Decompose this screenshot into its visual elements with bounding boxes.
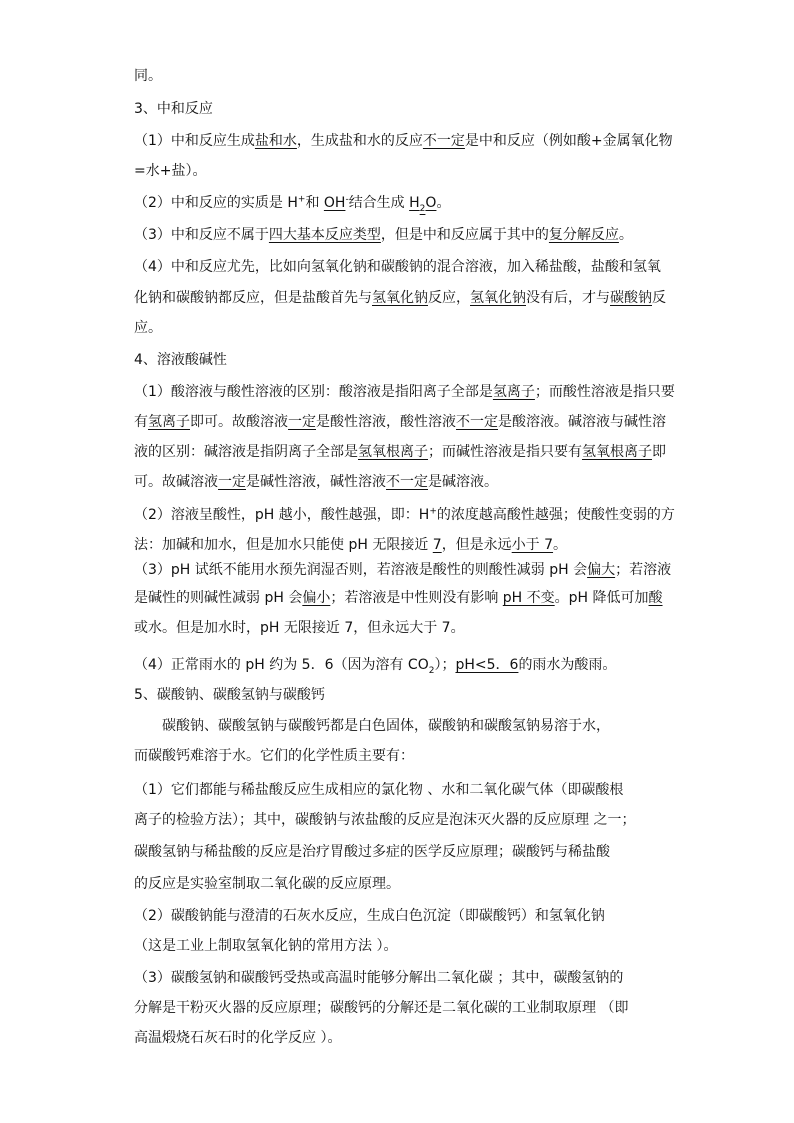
paragraph-5-intro-cont: 而碳酸钙难溶于水。它们的化学性质主要有：: [134, 748, 414, 764]
paragraph-4-2: （2）溶液呈酸性，pH 越小，酸性越强，即：H+的浓度越高酸性越强；使酸性变弱的方: [134, 506, 675, 523]
text-line: 同。: [134, 68, 162, 84]
paragraph-4-3-line2: 是碱性的则碱性减弱 pH 会偏小；若溶液是中性则没有影响 pH 不变。pH 降低可加酸: [134, 590, 663, 606]
paragraph-4-1-line2: 有氢离子即可。故酸溶液一定是酸性溶液，酸性溶液不一定是酸溶液。碱溶液与碱性溶: [134, 414, 666, 430]
paragraph-5-3-line2: 分解是干粉灭火器的反应原理；碳酸钙的分解还是二氧化碳的工业制取原理 （即: [134, 1000, 629, 1016]
paragraph-3-2: （2）中和反应的实质是 H+和 OH-结合生成 $H_2O$。: [134, 194, 451, 214]
paragraph-4-2-cont: 法：加碱和加水，但是加水只能使 pH 无限接近 7，但是永远小于 7。: [134, 537, 568, 553]
paragraph-3-4-cont: 化钠和碳酸钠都反应，但是盐酸首先与氢氧化钠反应，氢氧化钠没有后，才与碳酸钠反: [134, 290, 666, 306]
paragraph-3-3: （3）中和反应不属于四大基本反应类型，但是中和反应属于其中的复分解反应。: [134, 227, 633, 243]
paragraph-4-1-line3: 液的区别：碱溶液是指阴离子全部是氢氧根离子；而碱性溶液是指只要有氢氧根离子即: [134, 444, 666, 460]
section-heading-3: 3、中和反应: [134, 101, 213, 117]
paragraph-5-1: （1）它们都能与稀盐酸反应生成相应的氯化物 、水和二氧化碳气体（即碳酸根: [134, 782, 624, 798]
paragraph-4-4: （4）正常雨水的 pH 约为 5．6（因为溶有 $CO_2$）；pH<5．6的雨水为酸雨。: [134, 657, 617, 676]
paragraph-5-2-cont: （这是工业上制取氢氧化钠的常用方法 ）。: [134, 938, 398, 954]
paragraph-5-3: （3）碳酸氢钠和碳酸钙受热或高温时能够分解出二氧化碳 ；其中，碳酸氢钠的: [134, 970, 624, 986]
paragraph-4-3: （3）pH 试纸不能用水预先润湿否则，若溶液是酸性的则酸性减弱 pH 会偏大；若溶液: [134, 562, 672, 578]
paragraph-3-1-cont: =水+盐）。: [134, 163, 207, 179]
section-heading-4: 4、溶液酸碱性: [134, 352, 227, 368]
paragraph-5-intro: 碳酸钠、碳酸氢钠与碳酸钙都是白色固体，碳酸钠和碳酸氢钠易溶于水，: [162, 718, 610, 734]
section-heading-5: 5、碳酸钠、碳酸氢钠与碳酸钙: [134, 687, 325, 703]
paragraph-3-1: （1）中和反应生成盐和水，生成盐和水的反应不一定是中和反应（例如酸+金属氧化物: [134, 133, 673, 149]
paragraph-5-1-line2: 离子的检验方法）；其中，碳酸钠与浓盐酸的反应是泡沫灭火器的反应原理 之一；: [134, 812, 636, 828]
paragraph-5-1-line4: 的反应是实验室制取二氧化碳的反应原理。: [134, 876, 400, 892]
paragraph-3-4: （4）中和反应尤先，比如向氢氧化钠和碳酸钠的混合溶液，加入稀盐酸，盐酸和氢氧: [134, 259, 661, 275]
paragraph-3-4-end: 应。: [134, 320, 162, 336]
paragraph-5-1-line3: 碳酸氢钠与稀盐酸的反应是治疗胃酸过多症的医学反应原理；碳酸钙与稀盐酸: [134, 844, 610, 860]
paragraph-4-3-line3: 或水。但是加水时，pH 无限接近 7，但永远大于 7。: [134, 620, 465, 636]
paragraph-5-2: （2）碳酸钠能与澄清的石灰水反应，生成白色沉淀（即碳酸钙）和氢氧化钠: [134, 908, 605, 924]
paragraph-4-1-line4: 可。故碱溶液一定是碱性溶液，碱性溶液不一定是碱溶液。: [134, 474, 498, 490]
paragraph-4-1: （1）酸溶液与酸性溶液的区别：酸溶液是指阳离子全部是氢离子；而酸性溶液是指只要: [134, 384, 675, 400]
paragraph-5-3-line3: 高温煅烧石灰石时的化学反应 ）。: [134, 1030, 342, 1046]
